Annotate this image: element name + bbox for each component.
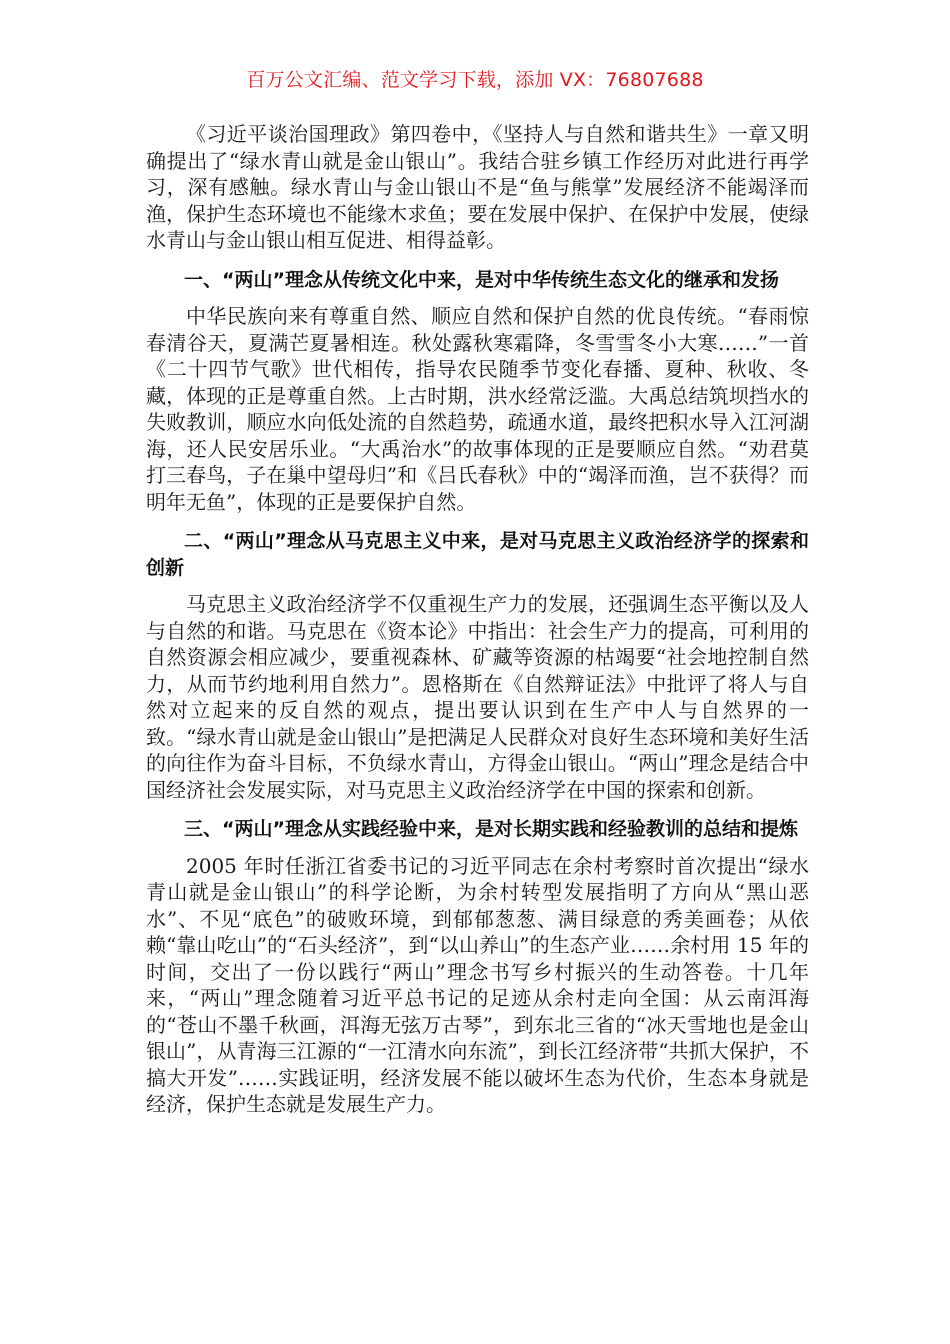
section-body-2: 马克思主义政治经济学不仅重视生产力的发展，还强调生态平衡以及人与自然的和谐。马克思在《资本论》中指出：社会生产力的提高，可利用的自然资源会相应减少，要重视森林、矿藏等资源的枯竭要“社会地控制自然力，从而节约地利用自然力”。恩格斯在《自然辩证法》中批评了将人与自然对立起来的反自然的观点，提出要认识到在生产中人与自然界的一致。“绿水青山就是金山银山”是把满足人民群众对良好生态环境和美好生活的向往作为奋斗目标，不负绿水青山，方得金山银山。“两山”理念是结合中国经济社会发展实际，对马克思主义政治经济学在中国的探索和创新。 — [146, 592, 809, 802]
section-heading-3: 三、“两山”理念从实践经验中来，是对长期实践和经验教训的总结和提炼 — [184, 818, 798, 840]
intro-paragraph: 《习近平谈治国理政》第四卷中，《坚持人与自然和谐共生》一章又明确提出了“绿水青山就是金山银山”。我结合驻乡镇工作经历对此进行再学习，深有感触。绿水青山与金山银山不是“鱼与熊掌”发展经济不能竭泽而渔，保护生态环境也不能缘木求鱼；要在发展中保护、在保护中发展，使绿水青山与金山银山相互促进、相得益彰。 — [146, 122, 809, 252]
spacer — [146, 515, 809, 528]
section-heading-1: 一、“两山”理念从传统文化中来，是对中华传统生态文化的继承和发扬 — [184, 268, 779, 291]
spacer — [146, 254, 809, 267]
spacer — [146, 803, 809, 816]
header-banner: 百万公文汇编、范文学习下载，添加 VX：76807688 — [246, 69, 704, 91]
spacer — [146, 843, 809, 853]
section-body-1: 中华民族向来有尊重自然、顺应自然和保护自然的优良传统。“春雨惊春清谷天，夏满芒夏暑相连。秋处露秋寒霜降，冬雪雪冬小大寒……”一首《二十四节气歌》世代相传，指导农民随季节变化春播、夏种、秋收、冬藏，体现的正是尊重自然。上古时期，洪水经常泛滥。大禹总结筑坝挡水的失败教训，顺应水向低处流的自然趋势，疏通水道，最终把积水导入江河湖海，还人民安居乐业。“大禹治水”的故事体现的正是要顺应自然。“劝君莫打三春鸟，子在巢中望母归”和《吕氏春秋》中的“竭泽而渔，岂不获得？而明年无鱼”，体现的正是要保护自然。 — [146, 304, 809, 514]
spacer — [146, 581, 809, 591]
spacer — [146, 293, 809, 303]
article-body — [146, 121, 809, 1118]
section-body-3: 2005 年时任浙江省委书记的习近平同志在余村考察时首次提出“绿水青山就是金山银山”的科学论断，为余村转型发展指明了方向从“黑山恶水”、不见“底色”的破败环境，到郁郁葱葱、满目绿意的秀美画卷；从依赖“靠山吃山”的“石头经济”，到“以山养山”的生态产业……余村用 15 年的时间，交出了一份以践行“两山”理念书写乡村振兴的生动答卷。十几年来，“两山”理念随着习近平总书记的足迹从余村走向全国：从云南洱海的“苍山不墨千秋画，洱海无弦万古琴”，到东北三省的“冰天雪地也是金山银山”，从青海三江源的“一江清水向东流”，到长江经济带“共抓大保护，不搞大开发”……实践证明，经济发展不能以破坏生态为代价，生态本身就是经济，保护生态就是发展生产力。 — [146, 853, 809, 1116]
section-heading-2: 二、“两山”理念从马克思主义中来，是对马克思主义政治经济学的探索和创新 — [146, 530, 809, 579]
